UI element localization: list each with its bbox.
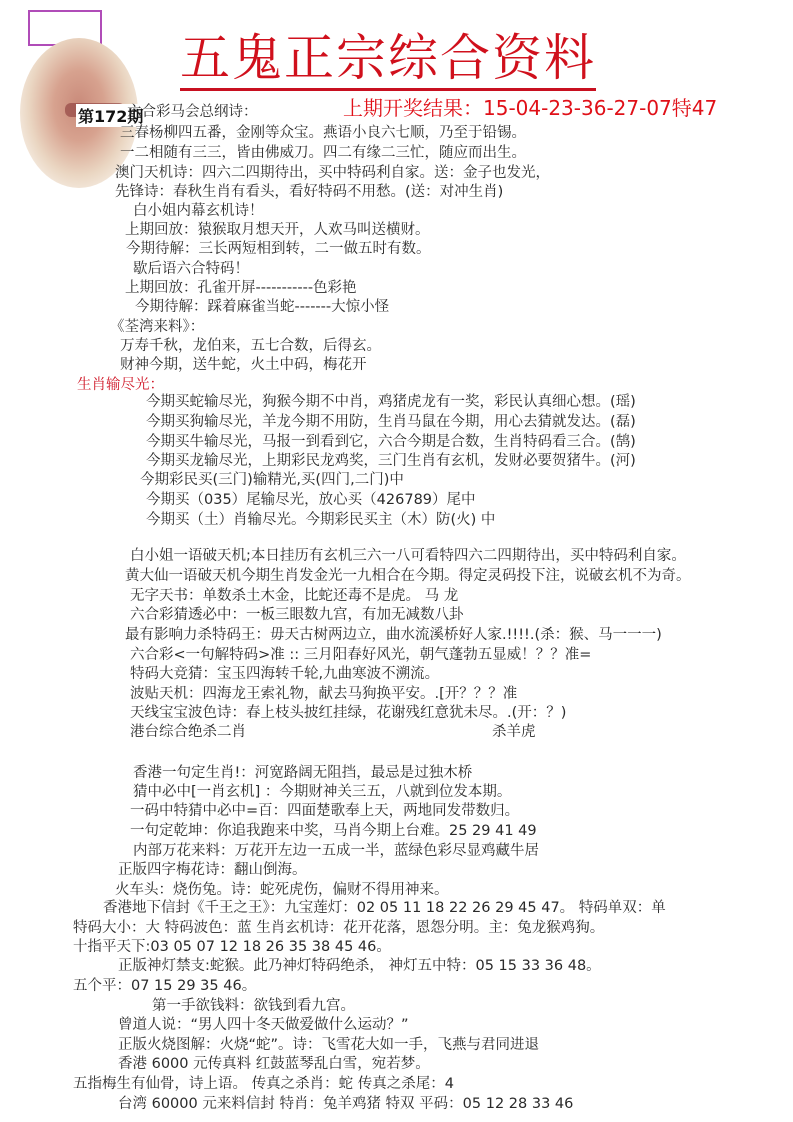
section-heading: 生肖输尽光： [77,377,164,393]
text-line: 内部万花来料：万花开左边一五成一半，蓝绿色彩尽显鸡藏牛居 [133,843,539,859]
text-line: 香港 6000 元传真料 红鼓蓝琴乱白雪，宛若梦。 [118,1056,430,1072]
text-line: 最有影响力杀特码王：毋天古树两边立，曲水流溪桥好人家.!!!!.(杀：猴、马一一一) [125,627,662,643]
text-line: 天线宝宝波色诗：春上枝头披红挂绿，花谢残红意犹未尽。.(开：？) [130,705,567,721]
text-line: 曾道人说：“男人四十冬天做爱做什么运动？” [118,1017,409,1033]
text-line: 今期买龙输尽光，上期彩民龙鸡奖，三门生肖有玄机，发财必要贺猪牛。(河) [146,453,636,469]
text-line: 五个平：07 15 29 35 46。 [73,978,257,994]
text-line: 一码中特猜中必中=百：四面楚歌奉上天，两地同发带数归。 [130,803,520,819]
text-line: 特码大竞猜：宝玉四海转千轮,九曲寒波不溯流。 [130,666,440,682]
text-line: 上期回放：孔雀开屏-----------色彩艳 [125,280,357,296]
last-draw-result: 上期开奖结果：15-04-23-36-27-07特47 [343,96,718,120]
text-line: 今期待解：三长两短相到转，二一做五时有数。 [126,241,431,257]
text-line: 台湾 60000 元来料信封 特肖：兔羊鸡猪 特双 平码：05 12 28 33 46 [118,1096,574,1112]
text-line: 上期回放：猿猴取月想天开，人欢马叫送横财。 [125,222,430,238]
text-line: 今期买（035）尾输尽光，放心买（426789）尾中 [146,492,476,508]
text-line: 今期买（土）肖输尽光。今期彩民买主（木）防(火) 中 [146,512,496,528]
text-line: 火车头：烧伤兔。诗：蛇死虎伤，偏财不得用神来。 [115,882,449,898]
text-line: 今期买狗输尽光，羊龙今期不用防，生肖马鼠在今期，用心去猜就发达。(磊) [146,414,636,430]
text-line: 杀羊虎 [492,724,536,740]
text-line: 正版四字梅花诗：翻山倒海。 [118,862,307,878]
text-line: 第一手欲钱料：欲钱到看九宫。 [152,998,355,1014]
text-line: 今期待解：踩着麻雀当蛇-------大惊小怪 [135,299,390,315]
page-title: 五鬼正宗综合资料 [180,30,596,91]
text-line: 歇后语六合特码！ [133,261,249,277]
text-line: 澳门天机诗：四六二四期待出，买中特码利自家。送：金子也发光， [115,165,550,181]
text-line: 白小姐内幕玄机诗！ [133,203,264,219]
text-line: 财神今期，送牛蛇，火土中码，梅花开 [120,357,367,373]
period-label: 第172期 [76,104,145,127]
text-line: 猜中必中[一肖玄机] ：今期财神关三五，八就到位发本期。 [133,784,512,800]
text-line: 香港地下信封《千王之王》：九宝莲灯：02 05 11 18 22 26 29 45 47。 特码单双：单 [103,900,666,916]
text-line: 万寿千秋，龙伯来，五七合数，后得玄。 [120,338,381,354]
text-line: 一二相随有三三，皆由佛威刀。四二有缘二三忙，随应而出生。 [120,145,526,161]
text-line: 正版神灯禁支:蛇猴。此乃神灯特码绝杀， 神灯五中特：05 15 33 36 48。 [118,958,601,974]
text-line: 黄大仙一语破天机今期生肖发金光一九相合在今期。得定灵码投下注，说破玄机不为奇。 [125,568,691,584]
text-line: 先锋诗：春秋生肖有看头，看好特码不用愁。(送：对冲生肖) [115,184,504,200]
text-line: 今期彩民买(三门)输精光,买(四门,二门)中 [140,472,404,488]
text-line: 六合彩<一句解特码>准 :: 三月阳春好风光，朝气蓬勃五显威！？？准= [130,647,592,663]
text-line: 今期买蛇输尽光，狗猴今期不中肖，鸡猪虎龙有一奖，彩民认真细心想。(瑶) [146,394,636,410]
text-line: 三春杨柳四五番，金刚等众宝。燕语小良六七顺，乃至于铅锡。 [120,125,526,141]
text-line: 波贴天机：四海龙王索礼物，献去马狗换平安。.[开？？？准 [130,686,518,702]
text-line: 一句定乾坤：你追我跑来中奖，马肖今期上台难。25 29 41 49 [130,823,537,839]
text-line: 五指梅生有仙骨，诗上语。 传真之杀肖：蛇 传真之杀尾：4 [73,1076,454,1092]
text-line: 六合彩猜透必中：一板三眼数九宫，有加无减数八卦 [130,607,464,623]
text-line: 港台综合绝杀二肖 [130,724,246,740]
text-line: 无字天书：单数杀土木金，比蛇还毒不是虎。 马 龙 [130,588,459,604]
intro-heading: 六合彩马会总纲诗： [127,104,258,120]
text-line: 白小姐一语破天机;本日挂历有玄机三六一八可看特四六二四期待出，买中特码利自家。 [130,548,686,564]
text-line: 十指平天下:03 05 07 12 18 26 35 38 45 46。 [73,939,391,955]
text-line: 特码大小：大 特码波色：蓝 生肖玄机诗：花开花落，恩怨分明。主：兔龙猴鸡狗。 [73,920,605,936]
text-line: 正版火烧图解：火烧“蛇”。诗：飞雪花大如一手，飞燕与君同进退 [118,1037,540,1053]
text-line: 香港一句定生肖!：河宽路阔无阻挡，最忌是过独木桥 [133,765,473,781]
text-line: 《荃湾来料》： [110,319,205,335]
text-line: 今期买牛输尽光，马报一到看到它，六合今期是合数，生肖特码看三合。(鹄) [146,434,636,450]
